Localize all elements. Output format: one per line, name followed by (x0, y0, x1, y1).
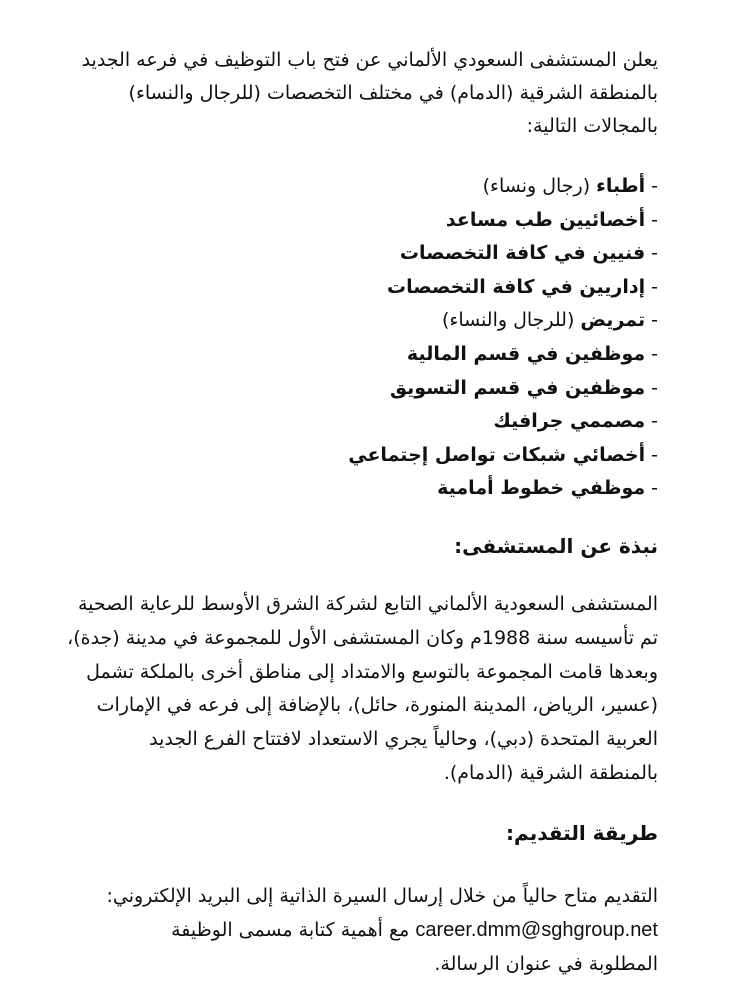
apply-line-2 (38, 913, 658, 947)
position-item: -موظفي خطوط أمامية (437, 477, 658, 500)
about-paragraph (58, 588, 658, 791)
position-item: -أطباء(رجال ونساء) (482, 175, 658, 197)
position-note: (للرجال والنساء) (441, 309, 575, 332)
apply-line-2-text: مع أهمية كتابة مسمى الوظيفة (171, 919, 410, 941)
position-title: تمريض (580, 309, 646, 332)
intro-line-3: بالمجالات التالية: (526, 115, 658, 137)
position-item: -موظفين في قسم المالية (406, 342, 658, 365)
position-title: أخصائي شبكات تواصل إجتماعي (348, 443, 646, 466)
apply-line-3: المطلوبة في عنوان الرسالة. (434, 953, 658, 975)
position-title: إداريين في كافة التخصصات (387, 275, 646, 298)
about-line: العربية المتحدة (دبي)، وحالياً يجري الاستعداد لافتتاح الفرع الجديد (149, 728, 658, 751)
position-item: -تمريض(للرجال والنساء) (441, 309, 658, 332)
apply-paragraph (38, 879, 658, 981)
positions-list (58, 170, 658, 506)
position-title: فنيين في كافة التخصصات (399, 242, 646, 265)
intro-line-1: يعلن المستشفى السعودي الألماني عن فتح باب التوظيف في فرعه الجديد (81, 49, 658, 71)
position-item: -موظفين في قسم التسويق (389, 376, 658, 399)
position-item: -مصممي جرافيك (493, 410, 658, 433)
apply-line-1: التقديم متاح حالياً من خلال إرسال السيرة الذاتية إلى البريد الإلكتروني: (106, 885, 658, 907)
about-line: (عسير، الرياض، المدينة المنورة، حائل)، بالإضافة إلى فرعه في الإمارات (96, 694, 658, 717)
about-heading: نبذة عن المستشفى: (454, 534, 658, 558)
position-title: موظفين في قسم المالية (406, 342, 646, 365)
email-link[interactable]: career.dmm@sghgroup.net (415, 919, 658, 941)
apply-heading: طريقة التقديم: (506, 821, 658, 845)
about-line: وبعدها قامت المجموعة بالتوسع والامتداد إلى مناطق أخرى بالملكة تشمل (86, 660, 658, 683)
intro-line-2: بالمنطقة الشرقية (الدمام) في مختلف التخصصات (للرجال والنساء) (128, 82, 658, 104)
position-title: موظفين في قسم التسويق (389, 376, 646, 399)
intro-paragraph (58, 44, 658, 143)
position-title: موظفي خطوط أمامية (437, 477, 646, 500)
position-item: -أخصائي شبكات تواصل إجتماعي (348, 443, 658, 466)
position-item: -أخصائيين طب مساعد (445, 208, 658, 231)
about-line: تم تأسيسه سنة 1988م وكان المستشفى الأول للمجموعة في مدينة (جدة)، (67, 626, 658, 649)
about-line: المستشفى السعودية الألماني التابع لشركة الشرق الأوسط للرعاية الصحية (77, 593, 658, 615)
position-note: (رجال ونساء) (482, 175, 591, 197)
position-title: أطباء (596, 175, 646, 197)
position-title: أخصائيين طب مساعد (445, 208, 646, 231)
position-item: -إداريين في كافة التخصصات (387, 275, 658, 298)
position-title: مصممي جرافيك (493, 410, 646, 433)
position-item: -فنيين في كافة التخصصات (399, 242, 658, 265)
about-line: بالمنطقة الشرقية (الدمام). (443, 761, 658, 784)
